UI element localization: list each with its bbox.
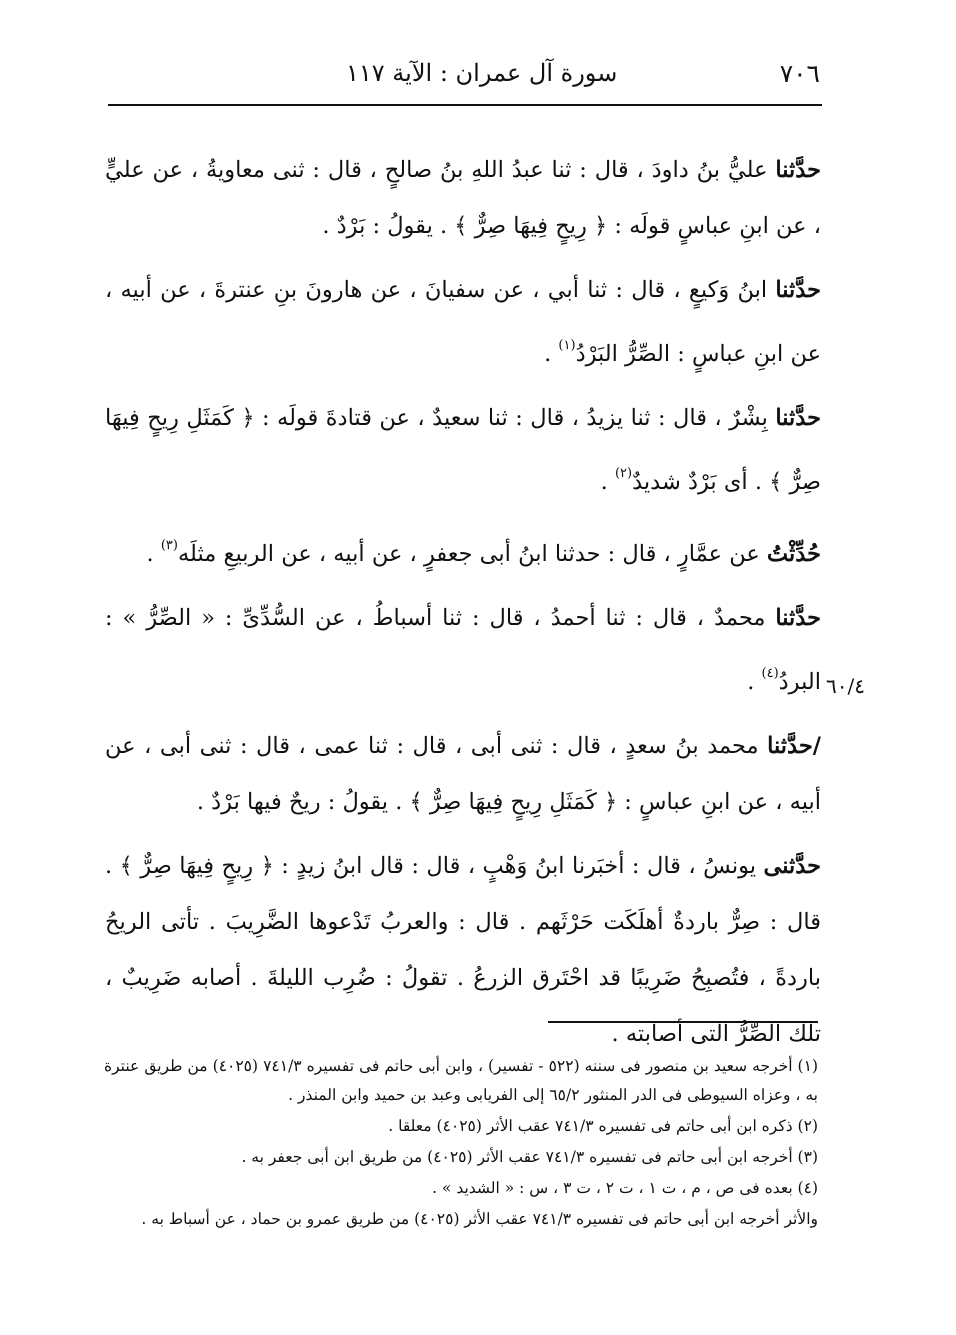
paragraph-tail: . <box>747 669 762 695</box>
main-text <box>105 142 821 1070</box>
paragraph-text: ابنُ وَكيعٍ ، قال : ثنا أبي ، عن سفيانَ ، عن هارونَ بنِ عنترةَ ، عن أبيه ، عن ابنِ عباسٍ : الصِّرُّ البَرْدُ <box>105 277 821 367</box>
page-number: ٧٠٦ <box>779 59 820 88</box>
footnote-marker: (٢) <box>614 466 633 481</box>
paragraph-tail: . <box>146 541 161 567</box>
paragraph-6 <box>105 718 821 830</box>
footnotes <box>104 1052 818 1236</box>
paragraph-text: محمدٌ ، قال : ثنا أحمدُ ، قال : ثنا أسباطُ ، عن السُّدِّىِّ : « الصِّرُّ » : البردُ <box>105 605 821 695</box>
paragraph-tail: . <box>600 469 615 495</box>
footnote-marker: (١) <box>558 338 576 353</box>
paragraph-text: عليُّ بنُ داودَ ، قال : ثنا عبدُ اللهِ بنُ صالحٍ ، قال : ثنى معاويةُ ، عن عليٍّ ، عن ابنِ عباسٍ قولَه : ﴿ رِيحٍ فِيهَا صِرٌّ ﴾ . يقولُ : بَرْدٌ . <box>105 157 821 239</box>
paragraph-text: يونسُ ، قال : أخبَرنا ابنُ وَهْبٍ ، قال : قال ابنُ زيدٍ : ﴿ رِيحٍ فِيهَا صِرٌّ ﴾ . قال : صِرٌّ باردةٌ أهلَكَت حَرْثَهم . قال : والعربُ تَدْعوها الضَّرِيبَ . تأتى الريحُ باردةً ، فتُصبِحُ ضَرِيبًا قد احْتَرق الزرعُ . تقولُ : ضُرِب الليلةَ . أصابه ضَرِيبٌ ، تلك الصِّرُّ التى أصابته . <box>105 853 821 1047</box>
narration-lead: حُدِّثْتُ <box>766 541 821 567</box>
paragraph-text: عن عمَّارٍ ، قال : حدثنا ابنُ أبى جعفرٍ ، عن أبيه ، عن الربيعِ مثلَه <box>177 541 767 567</box>
footnote-marker: (٤) <box>761 666 779 681</box>
paragraph-text: محمد بنُ سعدٍ ، قال : ثنى أبى ، قال : ثنا عمى ، قال : ثنى أبى ، عن أبيه ، عن ابنِ عباسٍ : ﴿ كَمَثَلِ رِيحٍ فِيهَا صِرٌّ ﴾ . يقولُ : ريحٌ فيها بَرْدٌ . <box>105 733 821 815</box>
paragraph-2 <box>105 262 821 382</box>
footnote-3: (٣) أخرجه ابن أبى حاتم فى تفسيره ٧٤١/٣ عقب الأثر (٤٠٢٥) من طريق ابن أبى جعفر به . <box>241 1148 818 1166</box>
paragraph-4 <box>105 518 821 582</box>
narration-lead: حدَّثنا <box>775 405 821 431</box>
margin-reference: ٦٠/٤ <box>826 674 865 698</box>
narration-lead: حدَّثنا <box>775 605 821 631</box>
paragraph-tail: . <box>544 341 559 367</box>
footnote-4-continuation: والأثر أخرجه ابن أبى حاتم فى تفسيره ٧٤١/٣ عقب الأثر (٤٠٢٥) من طريق عمرو بن حماد ، عن أسباط به . <box>141 1210 818 1228</box>
paragraph-7 <box>105 838 821 1062</box>
narration-lead: حدَّثنا <box>775 277 821 303</box>
footnote-separator <box>548 1021 818 1023</box>
narration-lead: حدَّثنا <box>775 157 821 183</box>
narration-lead: /حدَّثنا <box>767 733 821 759</box>
paragraph-1 <box>105 142 821 254</box>
footnote-1: (١) أخرجه سعيد بن منصور فى سننه (٥٢٢ - تفسير) ، وابن أبى حاتم فى تفسيره ٧٤١/٣ (٤٠٢٥) من طريق عنترة به ، وعزاه السيوطى فى الدر المنثور ٦٥/٢ إلى الفريابى وعبد بن حميد وابن المنذر . <box>104 1057 818 1104</box>
running-title: سورة آل عمران : الآية ١١٧ <box>346 59 618 87</box>
paragraph-5 <box>105 590 821 710</box>
paragraph-text: بِشْرٌ ، قال : ثنا يزيدُ ، قال : ثنا سعيدٌ ، عن قتادةَ قولَه : ﴿ كَمَثَلِ رِيحٍ فِيهَا صِرٌّ ﴾ . أى بَرْدٌ شديدٌ <box>105 405 821 495</box>
footnote-4: (٤) بعده فى ص ، م ، ت ١ ، ت ٢ ، ت ٣ ، س : « الشديد » . <box>432 1179 818 1197</box>
paragraph-3 <box>105 390 821 510</box>
page-header <box>108 55 820 95</box>
footnote-2: (٢) ذكره ابن أبى حاتم فى تفسيره ٧٤١/٣ عقب الأثر (٤٠٢٥) معلقا . <box>388 1117 818 1135</box>
narration-lead: حدَّثنى <box>763 853 821 879</box>
footnote-marker: (٣) <box>160 538 178 553</box>
header-rule <box>108 104 822 106</box>
